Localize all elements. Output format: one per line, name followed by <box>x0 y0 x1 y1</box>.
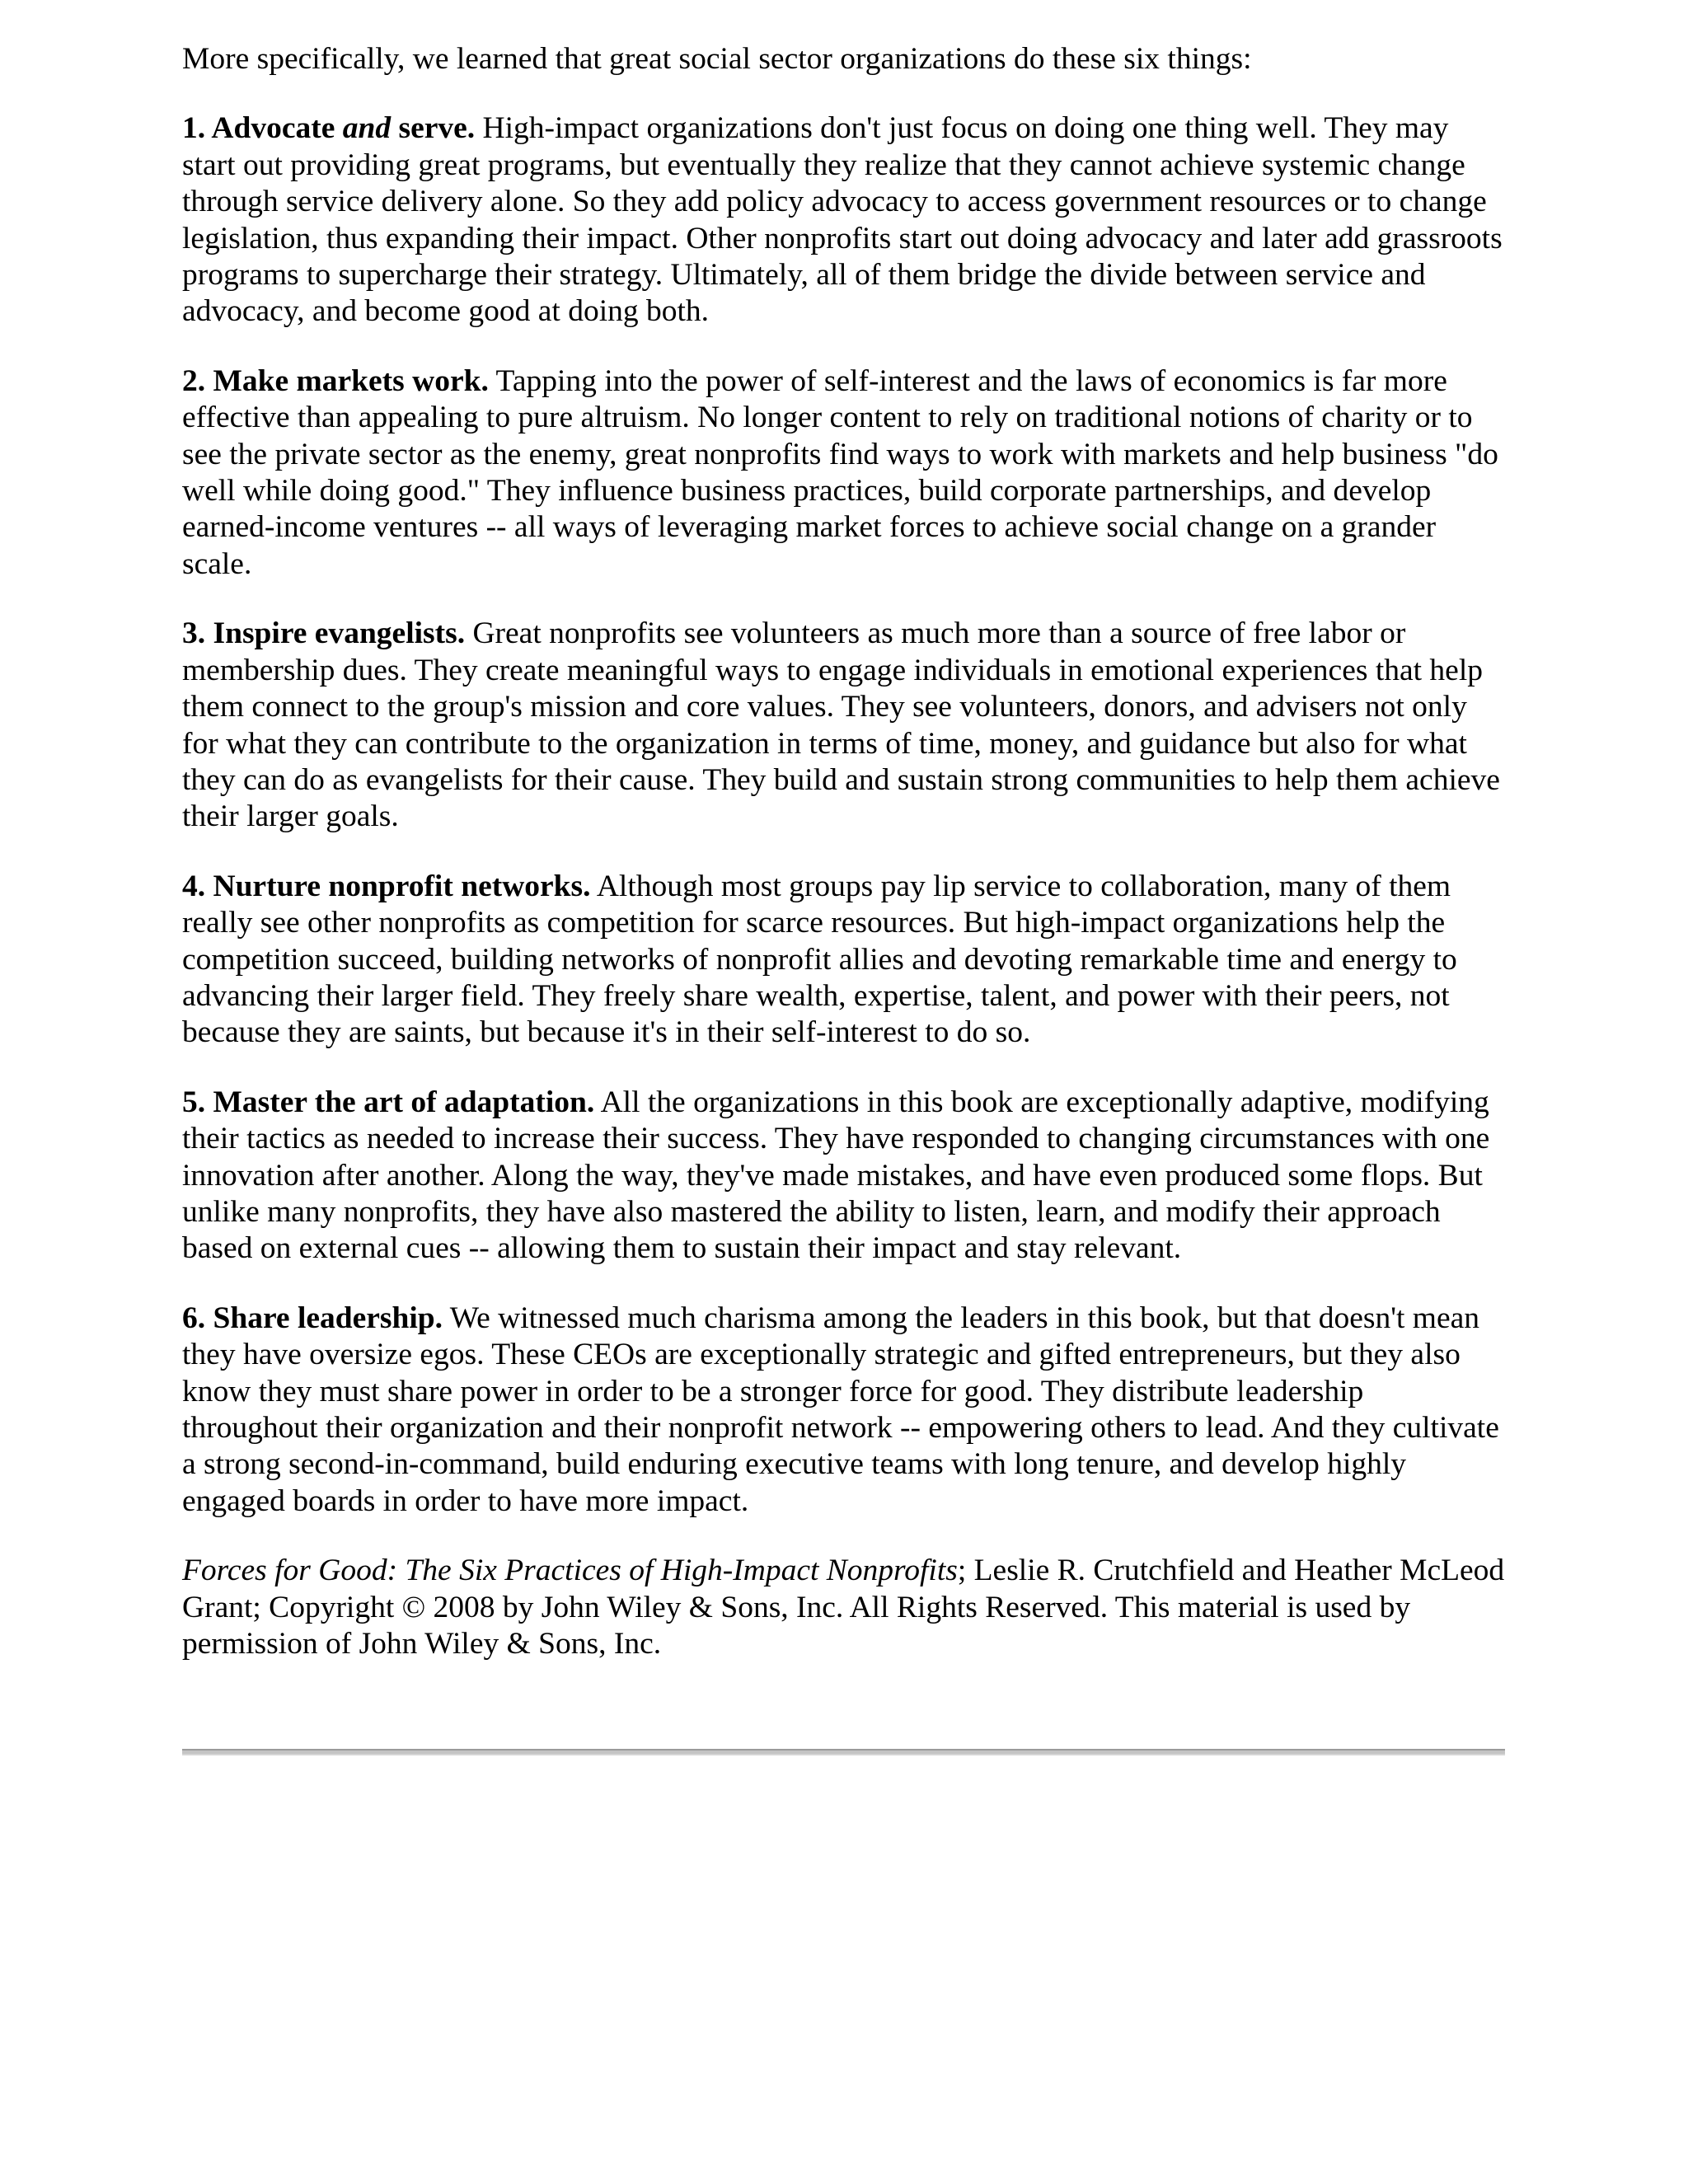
practice-text-3: Great nonprofits see volunteers as much more than a source of free labor or membership dues. They create meaningful ways to engage individuals in emotional experiences that help them connect to the group's mission and core values. They see volunteers, donors, and advisers not only for what they can contribute to the organization in terms of time, money, and guidance but also for what they can do as evangelists for their cause. They build and sustain strong communities to help them achieve their larger goals. <box>182 616 1500 834</box>
citation-paragraph <box>182 1553 1505 1662</box>
citation-book-title: Forces for Good: The Six Practices of High-Impact Nonprofits <box>182 1554 958 1588</box>
practice-heading-1-emphasis: and <box>342 111 392 146</box>
practice-text-1: High-impact organizations don't just focus on doing one thing well. They may start out providing great programs, but eventually they realize that they cannot achieve systemic change through service delivery alone. So they add policy advocacy to access government resources or to change legislation, thus expanding their impact. Other nonprofits start out doing advocacy and later add grassroots programs to supercharge their strategy. Ultimately, all of them bridge the divide between service and advocacy, and become good at doing both. <box>182 111 1503 329</box>
practice-paragraph-6 <box>182 1301 1505 1520</box>
practice-heading-2: 2. Make markets work. <box>182 363 489 398</box>
practice-text-5: All the organizations in this book are exceptionally adaptive, modifying their tactics as needed to increase their success. They have responded to changing circumstances with one innovation after another. Along the way, they've made mistakes, and have even produced some flops. But unlike many nonprofits, they have also mastered the ability to listen, learn, and modify their approach based on external cues -- allowing them to sustain their impact and stay relevant. <box>182 1085 1490 1266</box>
intro-paragraph: More specifically, we learned that great social sector organizations do these six things: <box>182 42 1252 76</box>
horizontal-divider <box>182 1749 1505 1755</box>
citation-text: ; Leslie R. Crutchfield and Heather McLeod Grant; Copyright © 2008 by John Wiley & Sons, Inc. All Rights Reserved. This material is used by permission of John Wiley & Sons, Inc. <box>182 1554 1505 1661</box>
practice-paragraph-4 <box>182 869 1505 1052</box>
practice-text-6: We witnessed much charisma among the leaders in this book, but that doesn't mean they have oversize egos. These CEOs are exceptionally strategic and gifted entrepreneurs, but they also know they must share power in order to be a stronger force for good. They distribute leadership throughout their organization and their nonprofit network -- empowering others to lead. And they cultivate a strong second-in-command, build enduring executive teams with long tenure, and develop highly engaged boards in order to have more impact. <box>182 1301 1499 1518</box>
practice-heading-3: 3. Inspire evangelists. <box>182 616 466 651</box>
practice-heading-1-suffix: serve. <box>391 111 476 146</box>
practice-heading-1-prefix: 1. Advocate <box>182 111 343 146</box>
practice-paragraph-3 <box>182 616 1505 835</box>
practice-text-4: Although most groups pay lip service to collaboration, many of them really see other nonprofits as competition for scarce resources. But high-impact organizations help the competition succeed, building networks of nonprofit allies and devoting remarkable time and energy to advancing their larger field. They freely share wealth, expertise, talent, and power with their peers, not because they are saints, but because it's in their self-interest to do so. <box>182 869 1457 1050</box>
practice-paragraph-1 <box>182 110 1505 330</box>
practice-heading-4: 4. Nurture nonprofit networks. <box>182 869 591 903</box>
practice-heading-1 <box>182 111 475 145</box>
practice-paragraph-2 <box>182 363 1505 583</box>
practice-heading-6: 6. Share leadership. <box>182 1301 443 1335</box>
practice-text-2: Tapping into the power of self-interest and the laws of economics is far more effective than appealing to pure altruism. No longer content to rely on traditional notions of charity or to see the private sector as the enemy, great nonprofits find ways to work with markets and help business "do well while doing good." They influence business practices, build corporate partnerships, and develop earned-income ventures -- all ways of leveraging market forces to achieve social change on a grander scale. <box>182 363 1498 581</box>
document-body <box>182 41 1505 1695</box>
practice-paragraph-5 <box>182 1085 1505 1268</box>
practice-heading-5: 5. Master the art of adaptation. <box>182 1085 595 1119</box>
